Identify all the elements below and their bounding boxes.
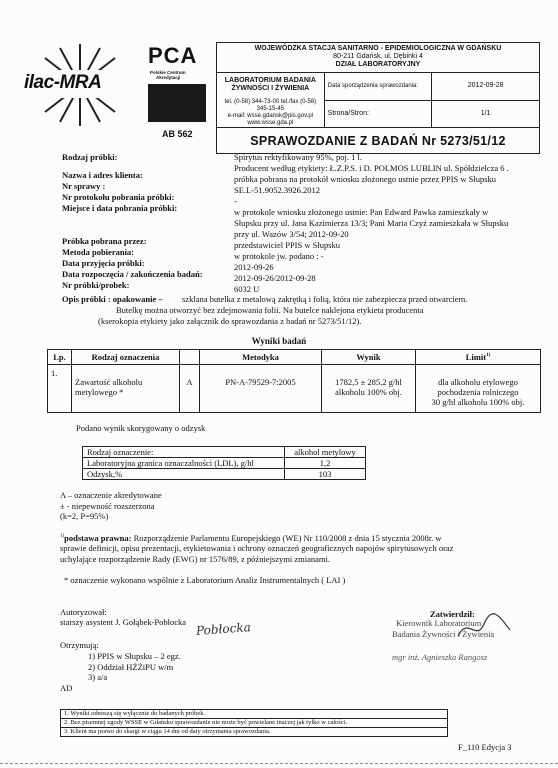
sprawy-label: Nr sprawy : bbox=[62, 181, 106, 191]
extra-line1: w protokole wniosku złożonego ustnie: Pan Edward Pawka zamieszkały w bbox=[234, 207, 489, 217]
legal-line3: uchylające rozporządzenie Rady (EWG) nr 1576/89, z późniejszymi zmianami. bbox=[60, 554, 331, 564]
page-value: 1/1 bbox=[432, 100, 540, 128]
sprawy-value: próbka pobrana na protokół wniosku złożonego ustnie przez PPIS w Słupsku bbox=[234, 174, 497, 184]
rozpoczecia-label: Data rozpoczęcia / zakończenia badań: bbox=[62, 269, 203, 279]
row-name2: metylowego * bbox=[75, 387, 124, 397]
footer-line-2: 2. Bez pisemnej zgody WSSE w Gdańsku sprawozdanie nie może być powielane inaczej jak tylko w całości. bbox=[61, 719, 448, 728]
org-address: 80-211 Gdańsk, ul. Dębinki 4 bbox=[333, 53, 423, 60]
pca-black-block bbox=[148, 84, 206, 122]
rodzaj-label: Rodzaj próbki: bbox=[62, 152, 118, 162]
corr-row2-value: 103 bbox=[285, 469, 366, 480]
col-flag bbox=[180, 350, 200, 365]
org-dept: DZIAŁ LABORATORYJNY bbox=[335, 61, 421, 68]
ab-number: AB 562 bbox=[162, 129, 193, 139]
row-limit1: dla alkoholu etylowego bbox=[438, 377, 518, 387]
row-result2: alkoholu 100% obj. bbox=[335, 387, 402, 397]
approval-stamp bbox=[392, 616, 532, 666]
opis-line1: szklana butelka z metalową zakrętką i folią, która nie zabezpiecza przed otwarciem. bbox=[182, 294, 468, 304]
scan-edge bbox=[0, 763, 558, 764]
nazwa-value: Producent według etykiety: Ł.Z.P.S. i D. POLMOS LUBLIN ul. Spółdzielcza 6 . bbox=[234, 163, 509, 173]
results-title: Wyniki badań bbox=[251, 336, 307, 346]
nr-probki-value: 6032 U bbox=[234, 284, 260, 294]
row-limit3: 30 g/hl alkoholu 100% obj. bbox=[431, 397, 525, 407]
protokolu-label: Nr protokołu pobrania próbki: bbox=[62, 192, 175, 202]
distribution-label: Otrzymują: bbox=[60, 640, 99, 650]
legal-basis: $^{1)}$podstawa prawna: Rozporządzenie Parlamentu Europejskiego (WE) Nr 110/2008 z dnia 15 stycznia 2008r. w bbox=[60, 532, 442, 543]
metoda-label: Metoda pobierania: bbox=[62, 247, 135, 257]
row-result1: 1782,5 ± 285,2 g/hl bbox=[335, 377, 402, 387]
stamp-line1: Kierownik Laboratorium bbox=[396, 618, 482, 628]
pobrana-value: przedstawiciel PPIS w Słupsku bbox=[234, 240, 341, 250]
org-name: WOJEWÓDZKA STACJA SANITARNO - EPIDEMIOLOGICZNA W GDAŃSKU bbox=[254, 45, 502, 52]
corrected-table bbox=[82, 446, 366, 480]
distribution-item-2: 2) Oddział HŻŻiPU w/m bbox=[88, 662, 174, 672]
stamp-line2: Badania Żywności i Żywienia bbox=[392, 629, 495, 639]
pca-logo bbox=[144, 40, 212, 128]
note-k: (k=2, P=95%) bbox=[60, 511, 109, 521]
ilac-mra-text: ilac-MRA bbox=[24, 72, 102, 93]
footer-line-1: 1. Wyniki odnoszą się wyłącznie do badanych próbek. bbox=[61, 710, 448, 719]
rodzaj-value: Spirytus rektyfikowany 95%, poj. 1 l. bbox=[234, 152, 362, 162]
row-lp: 1. bbox=[48, 365, 72, 413]
header-table bbox=[216, 42, 540, 154]
legal-line2: sprawie definicji, opisu prezentacji, etykietowania i ochrony oznaczeń geograficznych napojów spirytusowych oraz bbox=[60, 543, 454, 553]
row-method: PN-A-79529-7:2005 bbox=[200, 365, 322, 413]
signature-scribble bbox=[454, 612, 514, 646]
author-name: starszy asystent J. Gołąbek-Pobłocka bbox=[60, 617, 187, 627]
corr-row2-label: Odzysk,% bbox=[83, 469, 285, 480]
distribution-item-3: 3) a/a bbox=[88, 672, 108, 682]
approved-label: Zatwierdził: bbox=[430, 609, 475, 619]
rozpoczecia-value: 2012-09-26/2012-09-28 bbox=[234, 273, 316, 283]
date-value: 2012-09-28 bbox=[432, 73, 540, 101]
corrected-intro: Podano wynik skorygowany o odzysk bbox=[76, 423, 206, 433]
form-code: F_110 Edycja 3 bbox=[458, 742, 512, 752]
extra-line3: przy ul. Wazów 3/54; 2012-09-20 bbox=[234, 229, 349, 239]
pobrana-label: Próbka pobrana przez: bbox=[62, 236, 147, 246]
footer-line-3: 3. Klient ma prawo do skargi w ciągu 14 dni od daty otrzymania sprawozdania. bbox=[61, 728, 448, 737]
author-signature: Pobłocka bbox=[195, 620, 252, 638]
corr-row1-value: 1,2 bbox=[285, 458, 366, 469]
lab-name: LABORATORIUM BADANIA ŻYWNOŚCI I ŻYWIENIA bbox=[224, 77, 316, 92]
note-a: A – oznaczenie akredytowane bbox=[60, 490, 162, 500]
results-table bbox=[47, 349, 541, 413]
report-title: SPRAWOZDANIE Z BADAŃ Nr 5273/51/12 bbox=[250, 133, 506, 148]
metoda-value: w protokole jw. podano : - bbox=[234, 251, 324, 261]
table-row bbox=[48, 365, 541, 413]
extra-line2: Słupsku przy ul. Jana Kazimierza 13/3; Pani Maria Czyż zamieszkała w Słupsku bbox=[234, 218, 509, 228]
przyjecia-value: 2012-09-26 bbox=[234, 262, 274, 272]
row-name1: Zawartość alkoholu bbox=[75, 377, 143, 387]
miejsce-value: - bbox=[234, 196, 237, 206]
date-label: Data sporządzenia sprawozdania: bbox=[324, 73, 432, 101]
distribution-item-1: 1) PPIS w Słupsku – 2 egz. bbox=[88, 651, 181, 661]
col-lp: Lp. bbox=[48, 350, 72, 365]
email: e-mail: wsse.gdansk@pis.gov.pl www.wsse.gda.pl bbox=[227, 113, 313, 126]
initials: AD bbox=[60, 683, 73, 693]
przyjecia-label: Data przyjęcia próbki: bbox=[62, 258, 145, 268]
col-wynik: Wynik bbox=[322, 350, 416, 365]
col-metodyka: Metodyka bbox=[200, 350, 322, 365]
nr-probki-label: Nr próbki/probek: bbox=[62, 280, 130, 290]
col-limit: Limit$^{1)}$ bbox=[416, 350, 541, 365]
note-pm: ± - niepewność rozszerzona bbox=[60, 501, 155, 511]
pca-sub1: Polskie Centrum bbox=[150, 70, 186, 75]
corr-col1: Rodzaj oznaczenie: bbox=[83, 447, 285, 458]
corr-col2: alkohol metylowy bbox=[285, 447, 366, 458]
nazwa-label: Nazwa i adres klienta: bbox=[62, 170, 143, 180]
page-label: Strona/Stron: bbox=[324, 100, 432, 128]
col-rodzaj: Rodzaj oznaczenia bbox=[72, 350, 180, 365]
row-limit2: pochodzenia rolniczego bbox=[437, 387, 519, 397]
opis-label: Opis próbki : opakowanie – bbox=[62, 294, 163, 304]
protokolu-value: SE.L-51.9052.3926.2012 bbox=[234, 185, 320, 195]
pca-text: PCA bbox=[148, 43, 198, 68]
corr-row1-label: Laboratoryjna granica oznaczalności (LDL), g/hl bbox=[83, 458, 285, 469]
author-label: Autoryzował: bbox=[60, 607, 107, 617]
footer-notes bbox=[60, 709, 448, 737]
stamp-line3: mgr inż. Agnieszka Rangosz bbox=[392, 652, 488, 662]
opis-line3: (kserokopia etykiety jako załącznik do sprawozdania z badań nr 5273/51/12). bbox=[98, 316, 362, 326]
opis-line2: Butelkę można otworzyć bez zdejmowania folii. Na butelce naklejona etykieta producenta bbox=[116, 305, 424, 315]
row-flag: A bbox=[180, 365, 200, 413]
star-note: * oznaczenie wykonano wspólnie z Laboratorium Analiz Instrumentalnych ( LAI ) bbox=[64, 575, 346, 585]
phone: tel. (0-58) 344-73-00 tel./fax (0-58) 345-15-45 bbox=[224, 99, 317, 112]
miejsce-label: Miejsce i data pobrania próbki: bbox=[62, 203, 178, 213]
pca-sub2: Akredytacji bbox=[156, 75, 181, 80]
